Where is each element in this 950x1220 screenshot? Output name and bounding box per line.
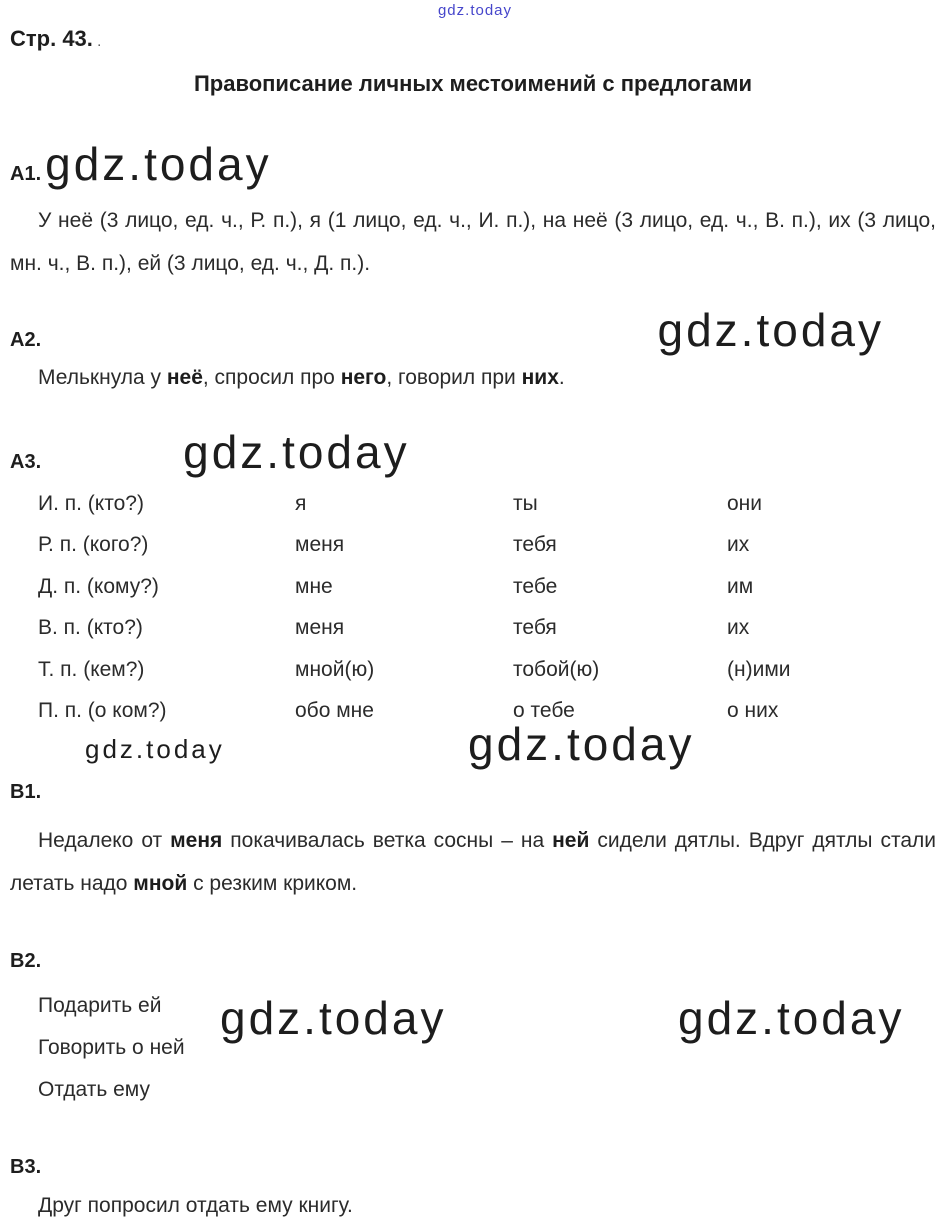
table-row <box>10 525 936 567</box>
bold-word: неё <box>166 366 203 389</box>
section-a1-label: А1. <box>10 163 42 185</box>
section-a3-label: А3. <box>10 451 42 473</box>
table-cell: ты <box>513 491 538 515</box>
watermark-b2-right: gdz.today <box>678 992 905 1044</box>
table-cell: их <box>727 533 750 557</box>
text-segment: Недалеко от <box>38 829 171 852</box>
watermark-small-left: gdz.today <box>85 734 225 765</box>
text-segment: . <box>558 366 565 389</box>
list-item: Подарить ей <box>38 994 162 1017</box>
table-cell: тобой(ю) <box>513 657 600 681</box>
page-number-text: Стр. 43. <box>10 26 93 51</box>
list-item: Говорить о ней <box>38 1036 185 1059</box>
table-cell-case: Т. п. (кем?) <box>38 657 145 681</box>
page-content <box>0 26 950 1219</box>
table-cell: их <box>727 616 750 640</box>
table-cell: тебя <box>513 616 557 640</box>
table-cell: тебя <box>513 533 557 557</box>
watermark-center: gdz.today <box>468 718 695 771</box>
watermark-b2-left: gdz.today <box>220 992 447 1044</box>
text-segment: , говорил при <box>386 366 522 389</box>
list-item: Отдать ему <box>38 1078 150 1101</box>
bold-word: мной <box>133 872 188 895</box>
declension-table <box>10 483 936 732</box>
table-row <box>10 483 936 525</box>
table-row <box>10 608 936 650</box>
bold-word: меня <box>170 829 223 852</box>
section-a2-label: А2. <box>10 329 42 351</box>
table-cell: (н)ими <box>727 657 791 681</box>
table-cell: о них <box>727 699 779 723</box>
table-row <box>10 649 936 691</box>
table-cell-case: И. п. (кто?) <box>38 491 144 515</box>
section-b2-list <box>10 985 936 1111</box>
bold-word: него <box>340 366 387 389</box>
table-cell: меня <box>295 533 345 557</box>
section-b3-label: В3. <box>10 1156 42 1178</box>
table-cell: я <box>295 491 307 515</box>
table-cell-case: П. п. (о ком?) <box>38 699 167 723</box>
bold-word: ней <box>552 829 590 852</box>
section-a1-header <box>10 139 936 193</box>
text-segment: сидели дятлы. Вдруг дятлы стали летать надо <box>10 829 936 895</box>
watermark-a1: gdz.today <box>45 138 272 190</box>
page-number-suffix: . <box>92 33 102 50</box>
table-row <box>10 566 936 608</box>
watermark-a3: gdz.today <box>183 426 410 478</box>
watermark-top: gdz.today <box>437 2 513 19</box>
text-segment: Мелькнула у <box>38 366 167 389</box>
text-segment: У неё (3 лицо, ед. ч., Р. п.), я (1 лицо, ед. ч., И. п.), на неё (3 лицо, ед. ч., В. п.), их (3 лицо, мн. ч., В. п.), ей (3 лицо, ед. ч., Д. п.). <box>10 209 936 275</box>
page-title: Правописание личных местоимений с предлогами <box>193 71 753 96</box>
table-cell: меня <box>295 616 345 640</box>
watermark-strip <box>10 716 936 772</box>
text-segment: с резким криком. <box>187 872 358 895</box>
text-segment: , спросил про <box>202 366 341 389</box>
table-cell-case: В. п. (кто?) <box>38 616 143 640</box>
table-cell: они <box>727 491 763 515</box>
section-a3-header <box>10 427 936 479</box>
table-cell: тебе <box>513 574 558 598</box>
table-cell-case: Д. п. (кому?) <box>38 574 159 598</box>
section-b3-sentence: Друг попросил отдать ему книгу. <box>38 1194 353 1217</box>
table-cell: мной(ю) <box>295 657 375 681</box>
page-number-heading <box>10 26 936 55</box>
table-cell-case: Р. п. (кого?) <box>38 533 149 557</box>
bold-word: них <box>521 366 559 389</box>
table-cell: мне <box>295 574 333 598</box>
table-cell: обо мне <box>295 699 374 723</box>
section-a1-paragraph <box>10 199 936 285</box>
section-b1-label: В1. <box>10 781 42 803</box>
section-b2-label: В2. <box>10 950 42 972</box>
watermark-a2: gdz.today <box>657 304 884 356</box>
section-a2-sentence <box>10 365 936 391</box>
text-segment: покачивалась ветка сосны – на <box>222 829 553 852</box>
table-cell: о тебе <box>513 699 575 723</box>
table-cell: им <box>727 574 754 598</box>
section-b1-paragraph <box>10 819 936 905</box>
section-a2-header <box>10 305 936 357</box>
